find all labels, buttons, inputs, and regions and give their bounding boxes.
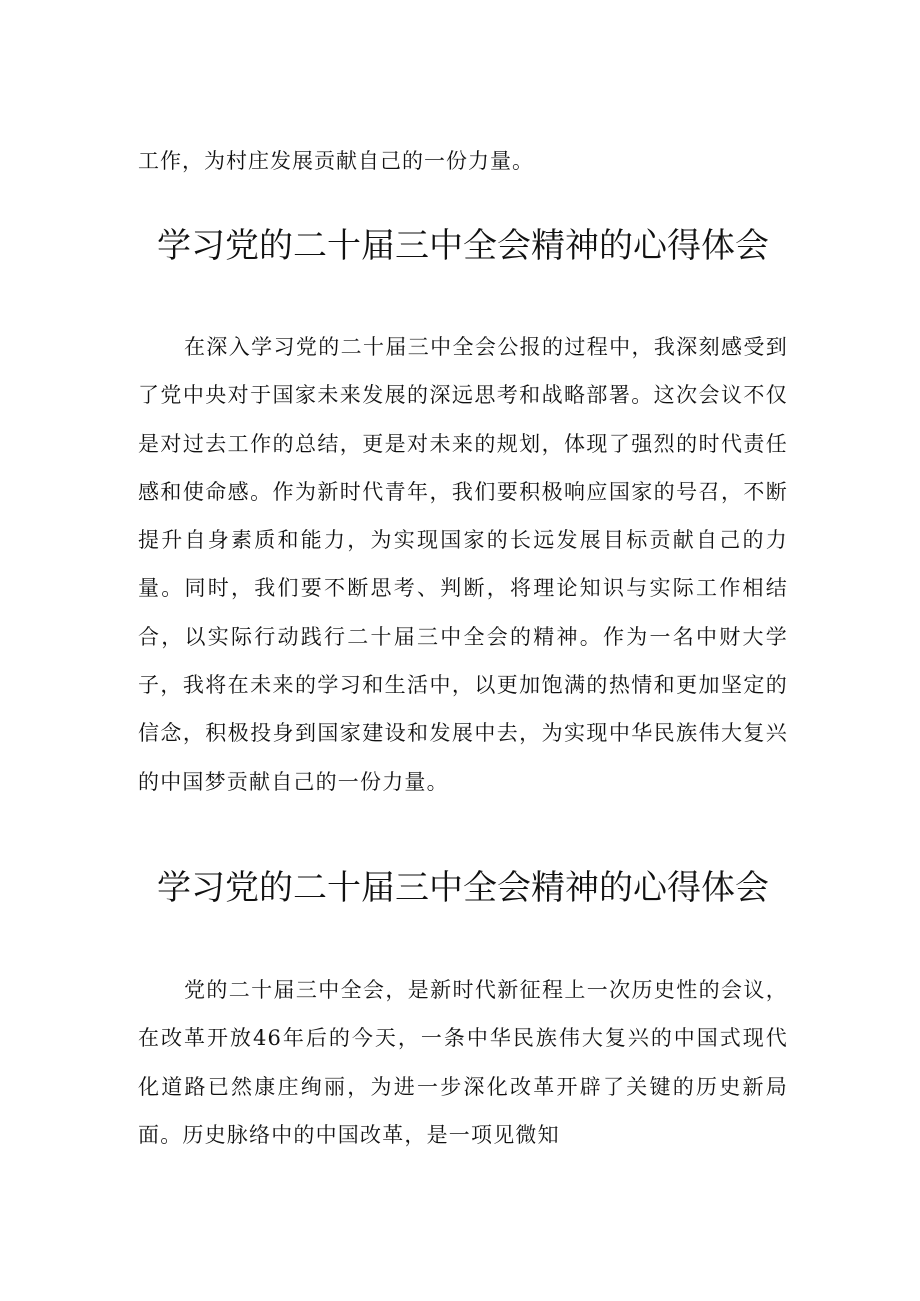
continued-paragraph: 工作，为村庄发展贡献自己的一份力量。 <box>138 149 534 173</box>
essay-section-1 <box>138 220 788 806</box>
section-heading: 学习党的二十届三中全会精神的心得体会 <box>157 226 769 266</box>
section-paragraph: 党的二十届三中全会，是新时代新征程上一次历史性的会议，在改革开放46年后的今天，一条中华民族伟大复兴的中国式现代化道路已然康庄绚丽，为进一步深化改革开辟了关键的历史新局面。历史脉络中的中国改革，是一项见微知 <box>138 978 788 1147</box>
essay-section-2 <box>138 862 788 1159</box>
section-heading: 学习党的二十届三中全会精神的心得体会 <box>157 868 769 908</box>
section-paragraph: 在深入学习党的二十届三中全会公报的过程中，我深刻感受到了党中央对于国家未来发展的深远思考和战略部署。这次会议不仅是对过去工作的总结，更是对未来的规划，体现了强烈的时代责任感和使命感。作为新时代青年，我们要积极响应国家的号召，不断提升自身素质和能力，为实现国家的长远发展目标贡献自己的力量。同时，我们要不断思考、判断，将理论知识与实际工作相结合，以实际行动践行二十届三中全会的精神。作为一名中财大学子，我将在未来的学习和生活中，以更加饱满的热情和更加坚定的信念，积极投身到国家建设和发展中去，为实现中华民族伟大复兴的中国梦贡献自己的一份力量。 <box>138 335 788 794</box>
